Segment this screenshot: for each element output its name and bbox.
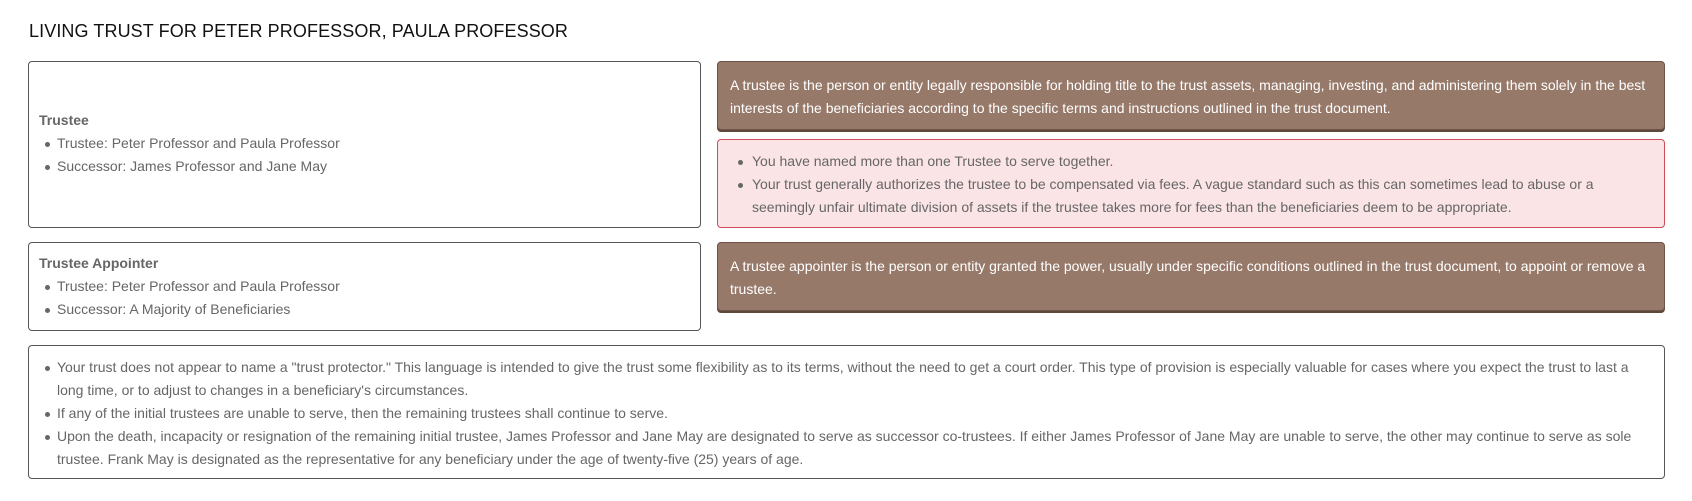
appointer-info-panel — [717, 242, 1665, 311]
trustee-warning-item: Your trust generally authorizes the trustee to be compensated via fees. A vague standard such as this can sometimes lead to abuse or a seemingly unfair ultimate division of assets if the trustee takes more for fees than the beneficiaries deem to be appropriate. — [726, 173, 1652, 219]
trustee-item-successor: Successor: James Professor and Jane May — [39, 155, 690, 178]
trustee-warning-panel — [717, 139, 1665, 228]
trustee-list — [39, 132, 690, 178]
trustee-info-text: A trustee is the person or entity legally responsible for holding title to the trust assets, managing, investing, and administering them solely in the best interests of the beneficiaries according to the specific terms and instructions outlined in the trust document. — [730, 77, 1646, 116]
note-item: If any of the initial trustees are unable to serve, then the remaining trustees shall continue to serve. — [39, 402, 1654, 425]
page-title: LIVING TRUST FOR PETER PROFESSOR, PAULA PROFESSOR — [29, 21, 569, 41]
note-item: Upon the death, incapacity or resignation of the remaining initial trustee, James Professor and Jane May are designated to serve as successor co-trustees. If either James Professor of Jane May are unable to serve, the other may continue to serve as sole trustee. Frank May is designated as the representative for any beneficiary under the age of twenty-five (25) years of age. — [39, 425, 1654, 471]
trustee-heading: Trustee — [39, 112, 89, 128]
trustee-warning-item: You have named more than one Trustee to serve together. — [726, 150, 1652, 173]
trustee-warning-list — [726, 150, 1652, 219]
appointer-item-primary: Trustee: Peter Professor and Paula Professor — [39, 275, 690, 298]
trustee-info-panel — [717, 61, 1665, 130]
appointer-info-text: A trustee appointer is the person or entity granted the power, usually under specific conditions outlined in the trust document, to appoint or remove a trustee. — [730, 258, 1646, 297]
trustee-item-primary: Trustee: Peter Professor and Paula Professor — [39, 132, 690, 155]
appointer-item-successor: Successor: A Majority of Beneficiaries — [39, 298, 690, 321]
trustee-appointer-card — [28, 242, 701, 331]
appointer-list — [39, 275, 690, 321]
appointer-heading: Trustee Appointer — [39, 255, 159, 271]
notes-card — [28, 345, 1665, 479]
note-item: Your trust does not appear to name a "trust protector." This language is intended to give the trust some flexibility as to its terms, without the need to get a court order. This type of provision is especially valuable for cases where you expect the trust to last a long time, or to adjust to changes in a beneficiary's circumstances. — [39, 356, 1654, 402]
notes-list — [39, 356, 1654, 471]
trustee-card — [28, 61, 701, 228]
